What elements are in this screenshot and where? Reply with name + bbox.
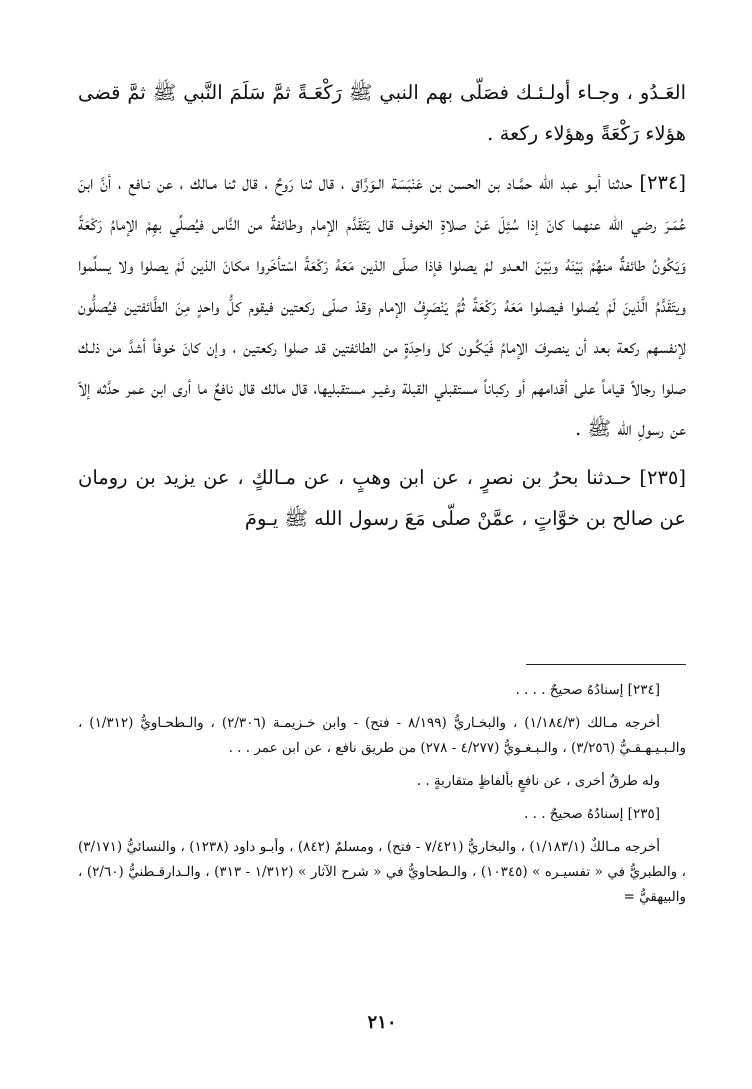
footnote-235-sources: أخرجه مـالكٌ (١/١٨٣/١) ، والبخاريُّ (٧/٤٢١ - فتح) ، ومسلمٌ (٨٤٢) ، وأبـو داود (١٢٣٨) ، والنسائيُّ (٣/١٧١) ، والطبريُّ في « تفسيـره » (١٠٣٤٥) ، والـطحاويُّ في « شرح الآثار » (١/٣١٢ - ٣١٣) ، والـدارقـطنيُّ (٢/٦٠) ، والبيهقيُّ =: [78, 839, 686, 905]
footnote-234-sources: أخرجه مـالك (١/١٨٤/٣) ، والبخـاريُّ (٨/١٩٩ - فتح) - وابن خـزيمـة (٢/٣٠٦) ، والـطحـاويُّ (١/٣١٢) ، والـبـيـهـقـيُّ (٣/٢٥٦) ، والـبـغـويُّ (٤/٢٧٧ - ٢٧٨) من طريق نافع ، عن ابن عمر . . .: [78, 715, 686, 756]
footnote-234-other-routes: وله طرقٌ أخرى ، عن نافعٍ بألفاظٍ متقاربةٍ . .: [416, 773, 660, 789]
paragraph-continuation: العَـدُو ، وجـاء أولـئـك فصَلّى بهم النبي ﷺ رَكْعَـةً ثمَّ سَلَمَ النَّبي ﷺ ثمَّ قضى هؤلاء رَكْعَةً وهؤلاء ركعة .: [78, 81, 686, 145]
main-text: [78, 72, 686, 539]
hadith-235: [٢٣٥] حـدثنا بحرُ بن نصرٍ ، عن ابن وهبٍ ، عن مـالكٍ ، عن يزيد بن رومان عن صالح بن خوَّاتٍ ، عمَّنْ صلّى مَعَ رسول الله ﷺ يـومَ: [78, 466, 686, 530]
footnote-235-grade: [٢٣٥] إسنادُهُ صحيحٌ . . .: [524, 806, 660, 822]
footnotes: [78, 678, 686, 918]
hadith-234: [٢٣٤] حدثنا أبـو عبد الله حمَّـاد بن الحسن بن عَنْبَسَة الـوَرَّاق ، قال ثنا رَوحٌ ، قال ثنا مـالك ، عن نـافع ، أنَّ ابنَ عُمَـرَ رضي الله عنهما كانَ إذا سُئِلَ عَنْ صلاةِ الخوف قال يَتَقَدَّم الإمام وطائفةٌ من النَّاس فيُصلِّي بهِمْ الإمامُ رَكْعَةً وَيَكُونُ طائفةٌ منهُمْ بَيْنَهُ وبَيْنَ العـدو لمْ يصلوا فإذا صلّى الذين مَعَهُ رَكْعَةً اسْتأخَروا مكانَ الذين لَمْ يصلوا ولا يسلِّموا ويتَقَدَّمُ الَّذينَ لَمْ يُصلوا فيصلوا مَعَهُ رَكْعَةً ثُمَّ يَنْصَرِفُ الإمام وقدْ صلّى ركعتين فيقوم كلُّ واحدٍ مِنَ الطَّائفتين فيُصلُّون لإنفسهم ركعة بعد أن ينصرفَ الإمامُ فَيَكُـون كل واحِدَةٍ من الطائفتين قد صلوا ركعتين ، وإن كانَ خوفاً أشدَّ من ذلـك صلوا رجالاً قياماً على أقدامهم أو ركباناً مستقبلي القبلة وغيـر مستقبليها، قال مالك قال نافعٌ ما أرى ابن عمر حدَّثه إلاّ عن رسولِ الله ﷺ .: [78, 171, 686, 440]
footnote-separator: [526, 664, 686, 665]
footnote-234-grade: [٢٣٤] إسنادُهُ صحيحٌ . . . .: [515, 682, 660, 698]
book-page: [78, 0, 686, 1089]
page-number: ٢١٠: [367, 1012, 397, 1033]
